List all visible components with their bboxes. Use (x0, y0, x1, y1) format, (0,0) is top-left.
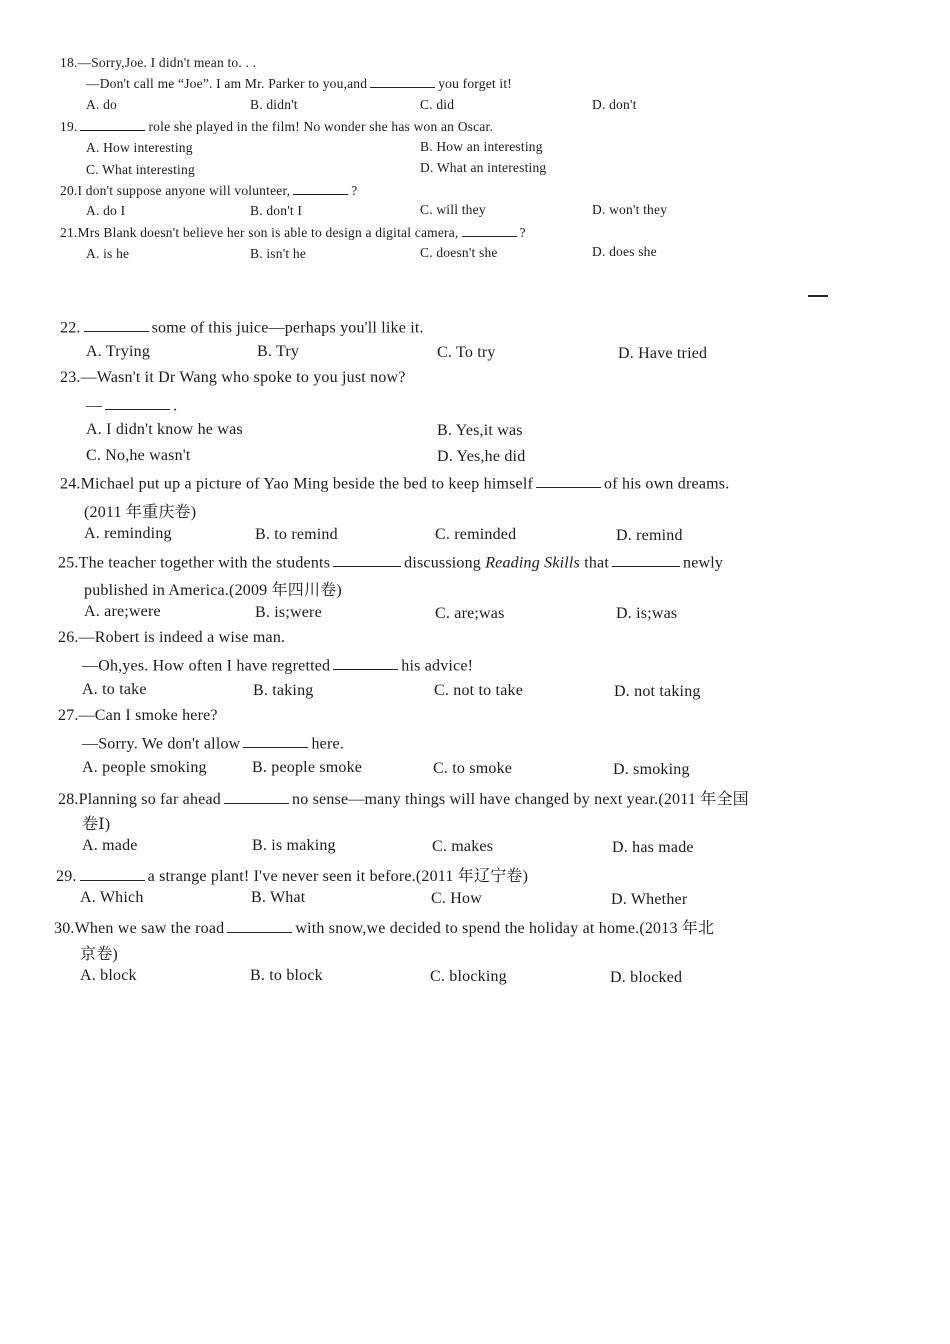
option-b: B. don't I (250, 203, 303, 218)
answer-blank (227, 918, 292, 933)
question-number: 28. (58, 791, 79, 808)
answer-blank (536, 473, 601, 488)
option-c: C. reminded (435, 526, 517, 543)
option-b: B. isn't he (250, 246, 307, 261)
answer-blank (462, 224, 517, 237)
option-d: D. Have tried (618, 345, 708, 362)
question-text: I don't suppose anyone will volunteer, (77, 183, 291, 199)
option-d: D. smoking (613, 761, 690, 778)
option-a: A. do (86, 97, 117, 112)
question-text: some of this juice—perhaps you'll like it. (151, 319, 424, 337)
option-c: C. did (420, 97, 455, 112)
option-b: B. is making (252, 837, 336, 854)
answer-blank (84, 317, 149, 332)
question-text: Mrs Blank doesn't believe her son is able to design a digital camera, (77, 225, 459, 241)
option-c: C. to smoke (433, 760, 513, 777)
question-text: that (584, 554, 609, 572)
question-text: When we saw the road (74, 920, 225, 937)
question-20-stem (60, 182, 357, 199)
question-number: 27. (58, 707, 79, 724)
question-26-line2 (82, 655, 473, 675)
option-c: C. How (431, 890, 482, 907)
option-c: C. No,he wasn't (86, 447, 191, 464)
option-d: D. blocked (610, 969, 683, 986)
question-24-stem (60, 473, 729, 493)
option-c: C. To try (437, 344, 496, 361)
option-b: B. is;were (255, 604, 322, 621)
question-text: with snow,we decided to spend the holiday at home.(2013 年北 (295, 920, 715, 937)
option-a: A. I didn't know he was (86, 421, 243, 438)
answer-blank (333, 655, 398, 670)
question-30-line2: 京卷) (80, 946, 118, 963)
book-title: Reading Skills (485, 554, 580, 572)
question-26-line1 (58, 629, 285, 647)
question-number: 26. (58, 629, 79, 646)
question-24-source: (2011 年重庆卷) (84, 504, 197, 521)
option-a: A. to take (82, 681, 147, 698)
question-text: —Wasn't it Dr Wang who spoke to you just now? (80, 369, 406, 386)
question-text: here. (311, 735, 344, 753)
question-text: —Sorry. We don't allow (82, 735, 241, 753)
question-text: no sense—many things will have changed by next year.(2011 年全国 (292, 791, 749, 808)
question-text: —Sorry,Joe. I didn't mean to. . . (77, 55, 257, 70)
answer-blank (80, 866, 145, 881)
option-a: A. Which (80, 889, 144, 906)
question-number: 23. (60, 369, 81, 386)
dash-mark: — (86, 397, 103, 415)
option-a: A. do I (86, 203, 126, 218)
question-text: —Don't call me “Joe”. I am Mr. Parker to you,and (86, 76, 368, 92)
scan-mark (808, 295, 828, 297)
option-a: A. are;were (84, 603, 161, 620)
question-23-line1 (60, 369, 406, 387)
option-d: D. Yes,he did (437, 448, 526, 465)
question-text: you forget it! (438, 76, 513, 92)
option-c: C. What interesting (86, 162, 195, 177)
option-a: A. Trying (86, 343, 151, 360)
question-text: —Oh,yes. How often I have regretted (82, 657, 331, 675)
question-text: discussiong (404, 554, 481, 572)
option-d: D. What an interesting (420, 160, 547, 175)
question-25-line2: published in America.(2009 年四川卷) (84, 582, 342, 599)
question-text: of his own dreams. (604, 475, 730, 493)
option-d: D. Whether (611, 891, 688, 908)
option-c: C. will they (420, 202, 486, 217)
option-a: A. people smoking (82, 759, 207, 776)
question-number: 21. (60, 225, 78, 241)
question-22-stem (60, 317, 424, 337)
question-number: 18. (60, 55, 78, 70)
question-end: ? (351, 183, 358, 199)
period-mark: . (173, 397, 178, 415)
option-b: B. Try (257, 343, 300, 360)
option-d: D. does she (592, 244, 657, 259)
question-text: Michael put up a picture of Yao Ming beside the bed to keep himself (80, 475, 534, 493)
question-number: 29. (56, 868, 77, 885)
question-21-stem (60, 224, 526, 241)
question-27-line2 (82, 733, 344, 753)
answer-blank (370, 75, 435, 88)
question-text: Planning so far ahead (78, 791, 221, 808)
answer-blank (80, 118, 145, 131)
answer-blank (243, 733, 308, 748)
option-b: B. to block (250, 967, 323, 984)
option-c: C. are;was (435, 605, 505, 622)
option-d: D. remind (616, 527, 683, 544)
answer-blank (333, 552, 401, 567)
question-text: —Can I smoke here? (78, 707, 218, 724)
question-30-stem (54, 915, 714, 938)
question-18-line1 (60, 55, 256, 71)
question-number: 24. (60, 475, 81, 493)
option-d: D. don't (592, 97, 637, 112)
question-text: newly (683, 554, 724, 572)
option-c: C. not to take (434, 682, 524, 699)
option-c: C. makes (432, 838, 494, 855)
question-number: 19. (60, 119, 78, 135)
answer-blank (105, 395, 170, 410)
question-23-line2 (86, 395, 177, 415)
question-19-stem (60, 118, 493, 135)
question-text: a strange plant! I've never seen it before.(2011 年辽宁卷) (147, 868, 529, 885)
question-number: 22. (60, 319, 81, 337)
question-text: role she played in the film! No wonder she has won an Oscar. (148, 119, 494, 135)
option-b: B. taking (253, 682, 314, 699)
option-c: C. blocking (430, 968, 507, 985)
question-28-stem (58, 786, 749, 809)
option-b: B. What (251, 889, 306, 906)
option-b: B. Yes,it was (437, 422, 523, 439)
answer-blank (224, 789, 289, 804)
question-27-line1 (58, 707, 218, 725)
option-a: A. is he (86, 246, 130, 261)
question-number: 30. (54, 920, 75, 937)
question-18-line2 (86, 75, 512, 92)
answer-blank (293, 182, 348, 195)
question-text: his advice! (401, 657, 474, 675)
question-end: ? (519, 225, 526, 241)
question-text: The teacher together with the students (78, 554, 331, 572)
option-a: A. How interesting (86, 140, 193, 155)
option-d: D. has made (612, 839, 694, 856)
option-a: A. block (80, 967, 137, 984)
option-d: D. is;was (616, 605, 678, 622)
question-text: —Robert is indeed a wise man. (78, 629, 286, 646)
question-number: 25. (58, 554, 79, 572)
option-b: B. people smoke (252, 759, 363, 776)
option-c: C. doesn't she (420, 245, 498, 260)
question-25-stem (58, 552, 723, 572)
answer-blank (612, 552, 680, 567)
option-b: B. to remind (255, 526, 338, 543)
option-d: D. not taking (614, 683, 701, 700)
option-d: D. won't they (592, 202, 668, 217)
option-a: A. reminding (84, 525, 172, 542)
option-b: B. didn't (250, 97, 298, 112)
question-29-stem (56, 863, 528, 886)
option-b: B. How an interesting (420, 139, 543, 154)
question-28-line2: 卷Ⅰ) (82, 816, 111, 833)
option-a: A. made (82, 837, 138, 854)
question-number: 20. (60, 183, 78, 199)
